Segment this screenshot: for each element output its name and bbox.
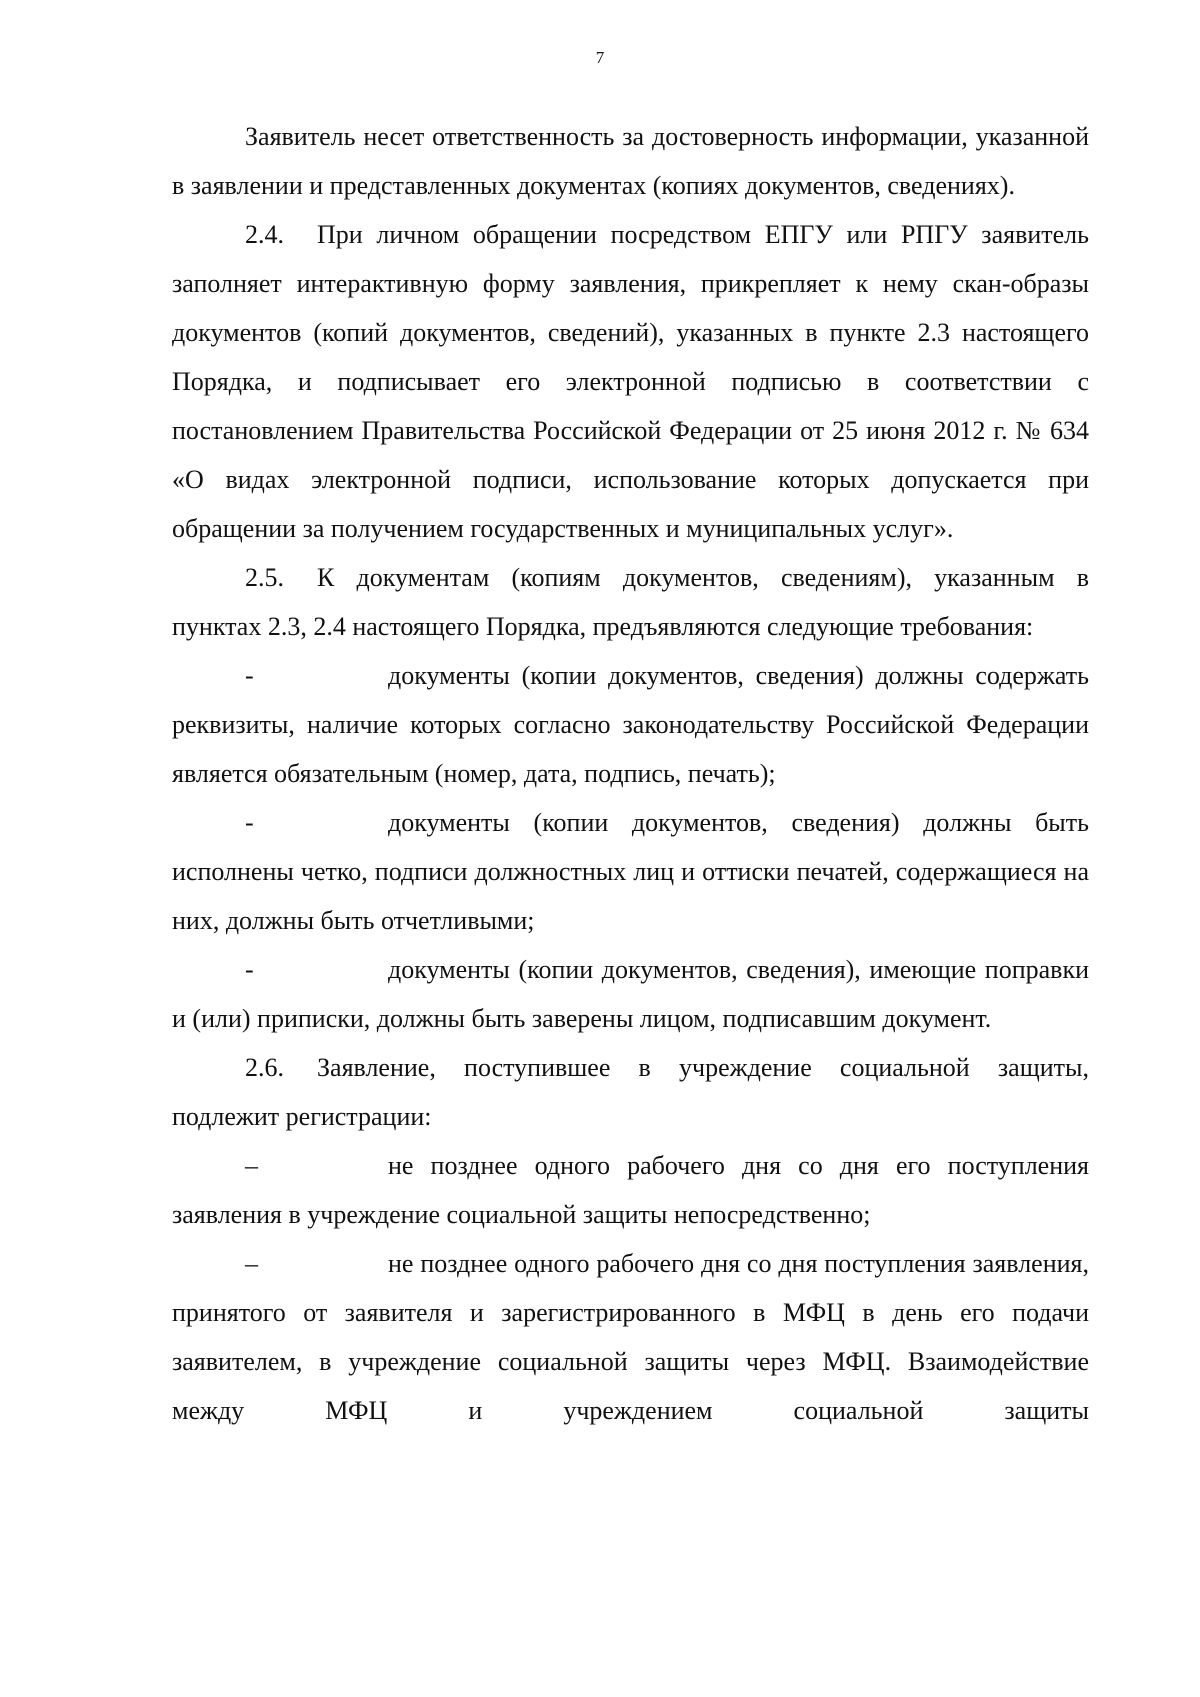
list-marker: - (245, 808, 254, 837)
paragraph-text: К документам (копиям документов, сведениям), указанным в пунктах 2.3, 2.4 настоящего Порядка, предъявляются следующие требования: (172, 563, 1089, 641)
paragraph-text: Заявление, поступившее в учреждение социальной защиты, подлежит регистрации: (172, 1053, 1089, 1131)
list-marker: - (245, 955, 254, 984)
page-number: 7 (595, 48, 605, 67)
document-body (172, 112, 1089, 1435)
list-item-corrections (172, 945, 1089, 1043)
paragraph-number: 2.5. (245, 563, 284, 592)
paragraph-2-6 (172, 1043, 1089, 1141)
list-marker: - (245, 661, 254, 690)
paragraph-2-4 (172, 210, 1089, 553)
list-marker: – (245, 1249, 258, 1278)
paragraph-2-5 (172, 553, 1089, 651)
paragraph-text: При личном обращении посредством ЕПГУ или РПГУ заявитель заполняет интерактивную форму заявления, прикрепляет к нему скан-образы документов (копий документов, сведений), указанных в пункте 2.3 настоящего Порядка, и подписывает его электронной подписью в соответствии с постановлением Правительства Российской Федерации от 25 июня 2012 г. № 634 «О видах электронной подписи, использование которых допускается при обращении за получением государственных и муниципальных услуг». (172, 220, 1089, 543)
paragraph-number: 2.6. (245, 1053, 284, 1082)
list-item-legibility (172, 798, 1089, 945)
list-item-direct-registration (172, 1141, 1089, 1239)
list-item-mfc-registration (172, 1239, 1089, 1435)
paragraph-number: 2.4. (245, 220, 284, 249)
list-item-text: документы (копии документов, сведения), имеющие поправки и (или) приписки, должны быть заверены лицом, подписавшим документ. (172, 955, 1089, 1033)
list-item-text: не позднее одного рабочего дня со дня его поступления заявления в учреждение социальной защиты непосредственно; (172, 1151, 1089, 1229)
list-item-requisites (172, 651, 1089, 798)
paragraph-applicant-responsibility: Заявитель несет ответственность за достоверность информации, указанной в заявлении и представленных документах (копиях документов, сведениях). (172, 122, 1089, 200)
list-item-text: документы (копии документов, сведения) должны содержать реквизиты, наличие которых согласно законодательству Российской Федерации является обязательным (номер, дата, подпись, печать); (172, 661, 1089, 788)
list-item-text: не позднее одного рабочего дня со дня поступления заявления, принятого от заявителя и зарегистрированного в МФЦ в день его подачи заявителем, в учреждение социальной защиты через МФЦ. Взаимодействие между МФЦ и учреждением социальной защиты (172, 1249, 1089, 1425)
list-marker: – (245, 1151, 258, 1180)
list-item-text: документы (копии документов, сведения) должны быть исполнены четко, подписи должностных лиц и оттиски печатей, содержащиеся на них, должны быть отчетливыми; (172, 808, 1089, 935)
